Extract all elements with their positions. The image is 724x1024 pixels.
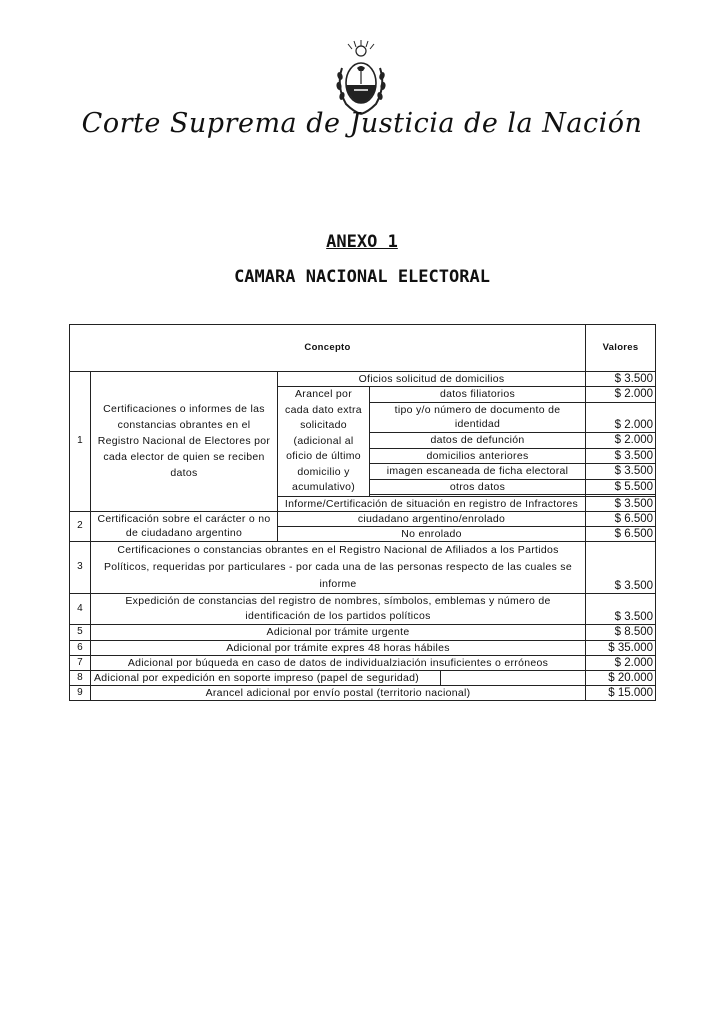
extra-value: $ 2.000 — [586, 402, 656, 432]
option-value: $ 6.500 — [586, 511, 656, 526]
table-row — [70, 593, 656, 624]
row-number: 8 — [70, 670, 91, 685]
extra-label: domicilios anteriores — [370, 448, 586, 464]
argentine-coat-of-arms-icon — [330, 38, 392, 118]
option-label: No enrolado — [278, 526, 586, 541]
row-number: 4 — [70, 593, 91, 624]
section-title: CAMARA NACIONAL ELECTORAL — [234, 267, 490, 287]
extra-value: $ 5.500 — [586, 479, 656, 495]
row-concept: Arancel adicional por envío postal (territorio nacional) — [91, 685, 586, 700]
row-number: 2 — [70, 511, 91, 541]
row-number: 1 — [70, 372, 91, 512]
row-value: $ 35.000 — [586, 640, 656, 655]
table-row — [70, 511, 656, 526]
values-header: Valores — [586, 325, 656, 372]
oficios-label: Oficios solicitud de domicilios — [278, 372, 586, 387]
option-label: ciudadano argentino/enrolado — [278, 511, 586, 526]
table-row — [70, 640, 656, 655]
extra-label: datos de defunción — [370, 432, 586, 448]
extra-value: $ 3.500 — [586, 448, 656, 464]
oficios-value: $ 3.500 — [586, 372, 656, 387]
extra-label: tipo y/o número de documento de identidad — [370, 402, 586, 432]
table-row — [70, 670, 656, 685]
table-row — [70, 372, 656, 387]
row-value: $ 15.000 — [586, 685, 656, 700]
row-concept: Certificaciones o constancias obrantes en el Registro Nacional de Afiliados a los Partidos Políticos, requeridas por particulares - por cada una de las personas respecto de las cuales se informe — [91, 541, 586, 593]
row-value: $ 20.000 — [586, 670, 656, 685]
row-value: $ 8.500 — [586, 624, 656, 640]
concept-header: Concepto — [70, 325, 586, 372]
row-filler — [370, 670, 586, 685]
row-concept: Certificaciones o informes de las constancias obrantes en el Registro Nacional de Electores por cada elector de quien se reciben datos — [91, 372, 278, 512]
table-row — [70, 541, 656, 593]
row-concept: Adicional por trámite expres 48 horas hábiles — [91, 640, 586, 655]
row-concept: Expedición de constancias del registro de nombres, símbolos, emblemas y número de identificación de los partidos políticos — [91, 593, 586, 624]
annex-title: ANEXO 1 — [326, 232, 398, 252]
row-number: 3 — [70, 541, 91, 593]
informe-label: Informe/Certificación de situación en registro de Infractores — [278, 496, 586, 511]
extra-value: $ 2.000 — [586, 387, 656, 403]
table-row — [70, 655, 656, 670]
row-concept: Adicional por trámite urgente — [91, 624, 586, 640]
row-concept: Certificación sobre el carácter o no de ciudadano argentino — [91, 511, 278, 541]
extra-label: datos filiatorios — [370, 387, 586, 403]
extra-label: otros datos — [370, 479, 586, 495]
row-number: 9 — [70, 685, 91, 700]
extra-value: $ 2.000 — [586, 432, 656, 448]
row-concept: Adicional por expedición en soporte impreso (papel de seguridad) — [91, 670, 370, 685]
row-value: $ 3.500 — [586, 593, 656, 624]
row-number: 5 — [70, 624, 91, 640]
row-value: $ 2.000 — [586, 655, 656, 670]
extra-value: $ 3.500 — [586, 464, 656, 480]
row-concept: Adicional por búqueda en caso de datos de individualziación insuficientes o erróneos — [91, 655, 586, 670]
court-name: Corte Suprema de Justicia de la Nación — [81, 108, 643, 139]
table-row — [70, 624, 656, 640]
option-value: $ 6.500 — [586, 526, 656, 541]
row-number: 6 — [70, 640, 91, 655]
table-row — [70, 685, 656, 700]
row-number: 7 — [70, 655, 91, 670]
arancel-label: Arancel por cada dato extra solicitado (adicional al oficio de último domicilio y acumulativo) — [278, 387, 370, 497]
extra-label: imagen escaneada de ficha electoral — [370, 464, 586, 480]
row-value: $ 3.500 — [586, 541, 656, 593]
informe-value: $ 3.500 — [586, 496, 656, 511]
table-header-row — [70, 325, 656, 372]
fees-table — [69, 324, 656, 701]
